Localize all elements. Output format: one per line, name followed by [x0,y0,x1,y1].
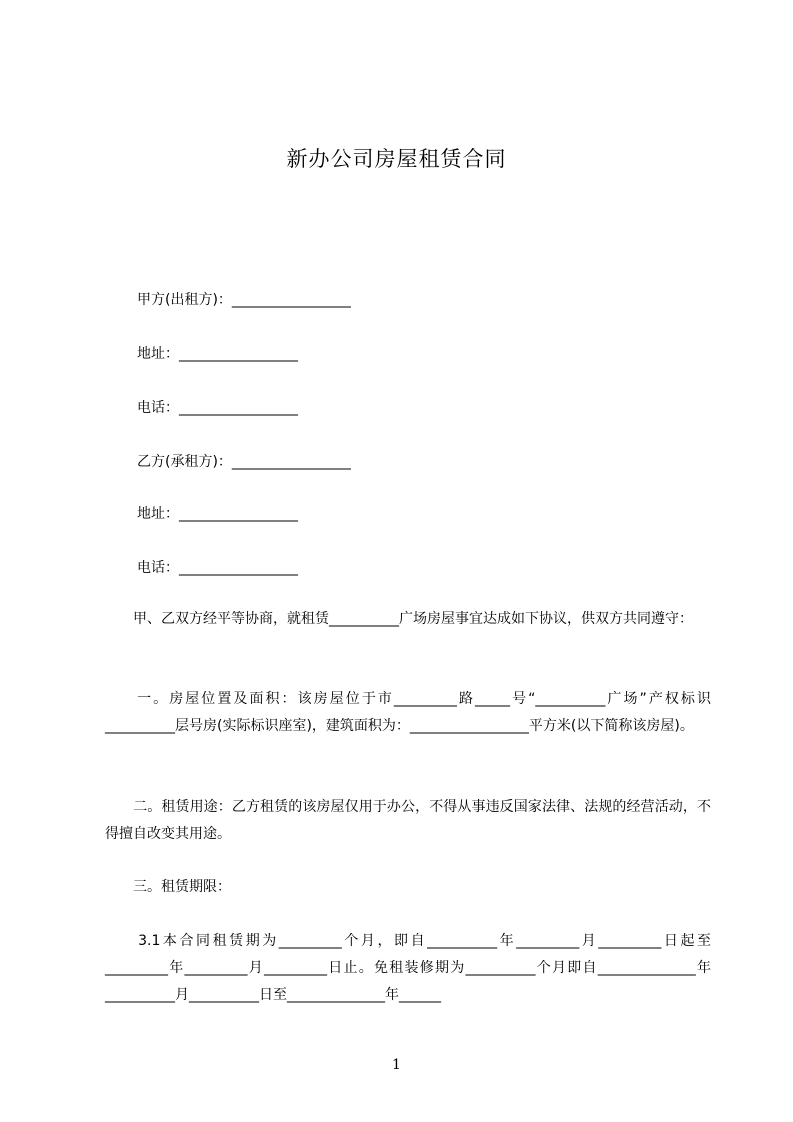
party-b-address: 地址：_________________ [137,506,298,522]
section-3-heading: 三。租赁期限： [105,879,231,895]
party-b-label: 乙方(承租方)：_________________ [137,454,351,470]
party-a-phone: 电话：_________________ [137,400,298,416]
intro-paragraph: 甲、乙双方经平等协商，就租赁__________广场房屋事宜达成如下协议，供双方共同遵守： [105,611,693,627]
party-a-label: 甲方(出租方)：_________________ [137,292,351,308]
page-number: 1 [392,1057,401,1073]
party-b-phone: 电话：_________________ [137,560,298,576]
document-title: 新办公司房屋租赁合同 [286,147,507,171]
section-1-paragraph: 一。房屋位置及面积：该房屋位于市_________路_____号“__________广场”产权标识__________层号房(实际标识座室)，建筑面积为：_________________平方米(以下简称该房屋)。 [105,691,711,734]
section-3-1-paragraph: 3.1本合同租赁期为_________个月，即自__________年_________月_________日起至_________年_________月_________日止。免租装修期为__________个月即自______________年__________月__________日至______________年______ [105,933,711,1003]
section-2-paragraph: 二。租赁用途：乙方租赁的该房屋仅用于办公，不得从事违反国家法律、法规的经营活动，不得擅自改变其用途。 [105,799,711,842]
party-a-address: 地址：_________________ [137,346,298,362]
